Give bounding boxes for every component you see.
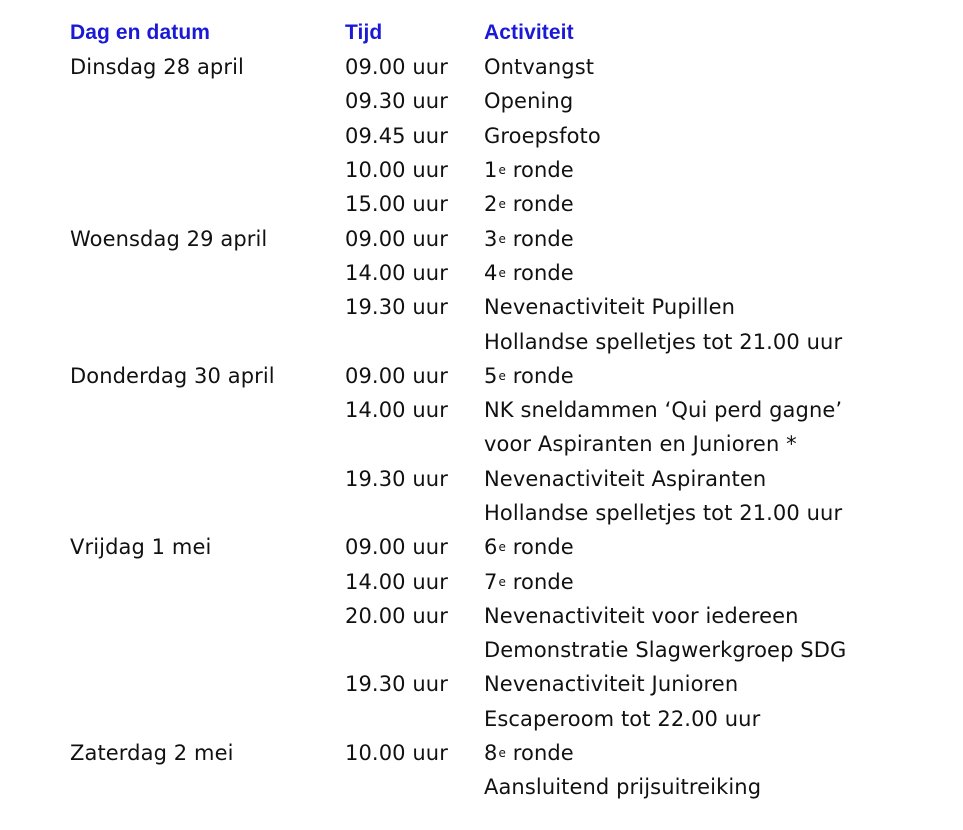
time-cell: 09.00 uur	[345, 363, 448, 388]
activity-cell	[484, 295, 904, 319]
activity-cell	[484, 501, 904, 525]
activity-text: Aansluitend prijsuitreiking	[484, 775, 762, 800]
activity-cell	[484, 192, 904, 216]
activity-text-rest: ronde	[505, 569, 574, 594]
ordinal-suffix: e	[498, 540, 506, 555]
ordinal-suffix: e	[498, 368, 506, 383]
activity-cell	[484, 398, 904, 422]
table-row	[70, 187, 904, 221]
time-cell: 19.30 uur	[345, 672, 448, 697]
ordinal-suffix: e	[498, 574, 506, 589]
activity-text-rest: ronde	[505, 226, 574, 251]
activity-cell	[484, 570, 904, 594]
activity-text: Nevenactiviteit Pupillen	[484, 295, 735, 320]
time-cell: 14.00 uur	[345, 260, 448, 285]
time-cell: 09.30 uur	[345, 89, 448, 114]
activity-cell	[484, 432, 904, 456]
header-row	[70, 16, 904, 50]
table-row	[70, 290, 904, 324]
table-row	[70, 393, 904, 427]
table-row	[70, 599, 904, 633]
table-row	[70, 462, 904, 496]
activity-text: 1	[484, 158, 498, 183]
activity-cell	[484, 707, 904, 731]
activity-text: voor Aspiranten en Junioren *	[484, 432, 797, 457]
ordinal-suffix: e	[498, 231, 506, 246]
activity-cell	[484, 364, 904, 388]
activity-text: Nevenactiviteit Aspiranten	[484, 466, 767, 491]
activity-cell	[484, 775, 904, 799]
time-cell: 15.00 uur	[345, 192, 448, 217]
activity-text: 8	[484, 741, 498, 766]
time-cell: 14.00 uur	[345, 398, 448, 423]
activity-cell	[484, 672, 904, 696]
activity-text: Escaperoom tot 22.00 uur	[484, 706, 761, 731]
header-time: Tijd	[345, 21, 383, 44]
activity-text: 3	[484, 226, 498, 251]
activity-text-rest: ronde	[505, 741, 574, 766]
table-row	[70, 427, 904, 461]
time-cell: 10.00 uur	[345, 741, 448, 766]
activity-cell	[484, 227, 904, 251]
date-cell: Dinsdag 28 april	[70, 55, 244, 80]
time-cell: 20.00 uur	[345, 603, 448, 628]
activity-text: Demonstratie Slagwerkgroep SDG	[484, 638, 847, 663]
date-cell: Zaterdag 2 mei	[70, 741, 234, 766]
ordinal-suffix: e	[498, 265, 506, 280]
activity-cell	[484, 467, 904, 491]
date-cell: Donderdag 30 april	[70, 363, 275, 388]
activity-text: 7	[484, 569, 498, 594]
time-cell: 09.00 uur	[345, 535, 448, 560]
time-cell: 10.00 uur	[345, 158, 448, 183]
table-row	[70, 221, 904, 255]
table-row	[70, 496, 904, 530]
activity-text: Opening	[484, 89, 574, 114]
activity-cell	[484, 158, 904, 182]
activity-cell	[484, 741, 904, 765]
ordinal-suffix: e	[498, 197, 506, 212]
table-row	[70, 359, 904, 393]
time-cell: 19.30 uur	[345, 466, 448, 491]
ordinal-suffix: e	[498, 746, 506, 761]
activity-cell	[484, 330, 904, 354]
activity-text-rest: ronde	[505, 260, 574, 285]
activity-text-rest: ronde	[505, 535, 574, 560]
activity-cell	[484, 535, 904, 559]
activity-text: Ontvangst	[484, 55, 595, 80]
activity-text: Groepsfoto	[484, 123, 601, 148]
table-row	[70, 702, 904, 736]
activity-cell	[484, 604, 904, 628]
activity-text: 5	[484, 363, 498, 388]
activity-text: Nevenactiviteit Junioren	[484, 672, 739, 697]
activity-text: 4	[484, 260, 498, 285]
time-cell: 09.45 uur	[345, 123, 448, 148]
date-cell: Woensdag 29 april	[70, 226, 268, 251]
activity-text-rest: ronde	[505, 192, 574, 217]
table-row	[70, 564, 904, 598]
activity-cell	[484, 89, 904, 113]
activity-cell	[484, 124, 904, 148]
time-cell: 14.00 uur	[345, 569, 448, 594]
table-row	[70, 736, 904, 770]
time-cell: 09.00 uur	[345, 55, 448, 80]
table-row	[70, 119, 904, 153]
header-date: Dag en datum	[70, 21, 211, 44]
time-cell: 19.30 uur	[345, 295, 448, 320]
date-cell: Vrijdag 1 mei	[70, 535, 212, 560]
table-row	[70, 84, 904, 118]
table-row	[70, 633, 904, 667]
activity-text: NK sneldammen ‘Qui perd gagne’	[484, 398, 843, 423]
time-cell: 09.00 uur	[345, 226, 448, 251]
table-row	[70, 667, 904, 701]
ordinal-suffix: e	[498, 163, 506, 178]
activity-text-rest: ronde	[505, 158, 574, 183]
activity-cell	[484, 638, 904, 662]
activity-text-rest: ronde	[505, 363, 574, 388]
activity-text: Hollandse spelletjes tot 21.00 uur	[484, 501, 843, 525]
activity-text: Hollandse spelletjes tot 21.00 uur	[484, 329, 843, 354]
table-row	[70, 530, 904, 564]
schedule-table	[70, 16, 904, 805]
header-activity: Activiteit	[484, 21, 574, 44]
table-row	[70, 50, 904, 84]
activity-cell	[484, 55, 904, 79]
activity-cell	[484, 261, 904, 285]
activity-text: 6	[484, 535, 498, 560]
table-row	[70, 324, 904, 358]
schedule-rows	[70, 50, 904, 805]
table-row	[70, 256, 904, 290]
table-row	[70, 153, 904, 187]
activity-text: Nevenactiviteit voor iedereen	[484, 603, 799, 628]
activity-text: 2	[484, 192, 498, 217]
table-row	[70, 770, 904, 804]
